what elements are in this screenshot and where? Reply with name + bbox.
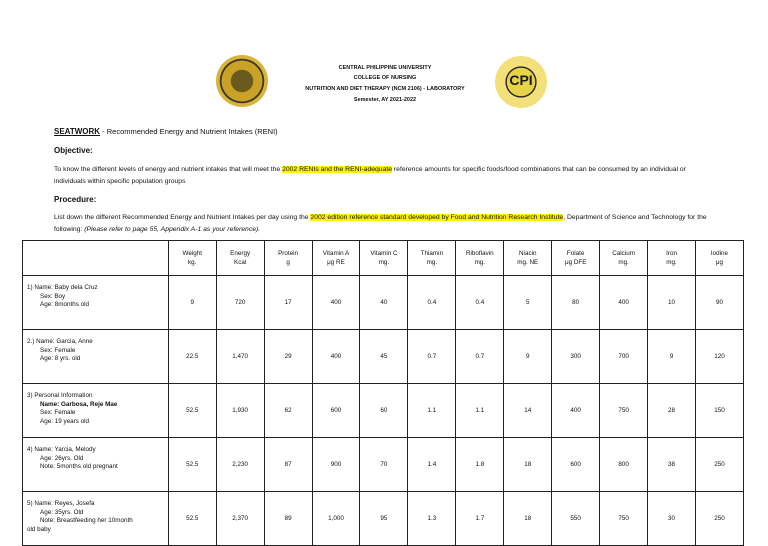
person-cell: 4) Name: Yarcia, Melody Age: 26yrs. Old Note: 5months old pregnant [23,438,169,492]
value-cell: 600 [552,438,600,492]
procedure-heading: Procedure: [54,195,97,204]
value-cell: 1.8 [456,438,504,492]
value-cell: 1.3 [408,492,456,546]
value-cell: 800 [600,438,648,492]
procedure-text-end: , Department of Science and Technology for the following: [54,214,707,233]
seatwork-title [54,127,278,136]
value-cell: 250 [695,492,743,546]
semester: Semester, AY 2021-2022 [353,97,417,103]
value-cell: 2,370 [216,492,264,546]
value-cell: 2,230 [216,438,264,492]
table-row [23,438,744,492]
header-thiamin: Thiamin mg. [408,241,456,276]
table-row [23,384,744,438]
value-cell: 38 [648,438,696,492]
value-cell: 1,000 [312,492,360,546]
value-cell: 1,470 [216,330,264,384]
seatwork-subtitle: - Recommended Energy and Nutrient Intakes (RENI) [100,127,278,136]
value-cell: 30 [648,492,696,546]
value-cell: 52.5 [168,384,216,438]
value-cell: 80 [552,276,600,330]
value-cell: 89 [264,492,312,546]
objective-heading: Objective: [54,146,93,155]
header-energy: Energy Kcal [216,241,264,276]
procedure-note: (Please refer to page 55, Appendix A-1 as your reference). [84,226,261,233]
objective-text [54,164,714,188]
value-cell: 62 [264,384,312,438]
value-cell: 17 [264,276,312,330]
value-cell: 0.4 [408,276,456,330]
header-calcium: Calcium mg. [600,241,648,276]
table-header-row [23,241,744,276]
value-cell: 40 [360,276,408,330]
value-cell: 400 [312,330,360,384]
header-protein: Protein g [264,241,312,276]
value-cell: 9 [648,330,696,384]
header-person [23,241,169,276]
seatwork-label: SEATWORK [54,127,101,136]
value-cell: 1.7 [456,492,504,546]
value-cell: 28 [648,384,696,438]
value-cell: 10 [648,276,696,330]
value-cell: 900 [312,438,360,492]
value-cell: 5 [504,276,552,330]
value-cell: 400 [312,276,360,330]
value-cell: 400 [600,276,648,330]
value-cell: 1,930 [216,384,264,438]
header-riboflavin: Riboflavin mg. [456,241,504,276]
value-cell: 120 [695,330,743,384]
objective-text-end: reference amounts for specific foods/food combinations that can be consumed by an individual or individuals within specific population groups [54,166,686,185]
person-cell: 5) Name: Reyes, Josefa Age: 35yrs. Old Note: Breastfeeding her 10month old baby [23,492,169,546]
value-cell: 29 [264,330,312,384]
value-cell: 400 [552,384,600,438]
header-vitamin-a: Vitamin A μg RE [312,241,360,276]
value-cell: 750 [600,492,648,546]
value-cell: 550 [552,492,600,546]
objective-highlight: 2002 RENIs and the RENI-adequate [282,166,393,173]
value-cell: 0.7 [408,330,456,384]
header-niacin: Niacin mg. NE [504,241,552,276]
value-cell: 95 [360,492,408,546]
table-row [23,276,744,330]
value-cell: 70 [360,438,408,492]
table-row [23,492,744,546]
value-cell: 250 [695,438,743,492]
value-cell: 0.4 [456,276,504,330]
objective-text-start: To know the different levels of energy and nutrient intakes that will meet the [54,166,283,173]
value-cell: 0.7 [456,330,504,384]
value-cell: 9 [168,276,216,330]
value-cell: 1.4 [408,438,456,492]
course-title: NUTRITION AND DIET THERAPY (NCM 2106) - LABORATORY [305,86,465,92]
value-cell: 300 [552,330,600,384]
university-name: CENTRAL PHILIPPINE UNIVERSITY [338,65,432,71]
person-cell: 2.) Name: Garcia, Anne Sex: Female Age: 8 yrs. old [23,330,169,384]
value-cell: 18 [504,492,552,546]
value-cell: 700 [600,330,648,384]
person-cell: 1) Name: Baby dela Cruz Sex: Boy Age: 8months old [23,276,169,330]
procedure-text [54,212,714,236]
value-cell: 150 [695,384,743,438]
header-vitamin-c: Vitamin C mg. [360,241,408,276]
value-cell: 600 [312,384,360,438]
value-cell: 87 [264,438,312,492]
header-folate: Folate μg DFE [552,241,600,276]
value-cell: 52.5 [168,492,216,546]
value-cell: 750 [600,384,648,438]
value-cell: 1.1 [456,384,504,438]
value-cell: 22.5 [168,330,216,384]
value-cell: 18 [504,438,552,492]
value-cell: 14 [504,384,552,438]
value-cell: 60 [360,384,408,438]
value-cell: 52.5 [168,438,216,492]
value-cell: 9 [504,330,552,384]
value-cell: 90 [695,276,743,330]
value-cell: 1.1 [408,384,456,438]
person-cell: 3) Personal Information Name: Garbosa, Reje Mae Sex: Female Age: 19 years old [23,384,169,438]
procedure-highlight: 2002 edition reference standard developed by Food and Nutrition Research Institute [310,214,564,221]
value-cell: 720 [216,276,264,330]
nursing-logo-text: CPI [509,72,533,88]
header-weight: Weight kg. [168,241,216,276]
header-iron: Iron mg. [648,241,696,276]
header-iodine: Iodine μg [695,241,743,276]
procedure-text-start: List down the different Recommended Energy and Nutrient Intakes per day using the [54,214,311,221]
value-cell: 45 [360,330,408,384]
reni-table [22,240,744,546]
table-row [23,330,744,384]
college-name: COLLEGE OF NURSING [353,75,417,81]
